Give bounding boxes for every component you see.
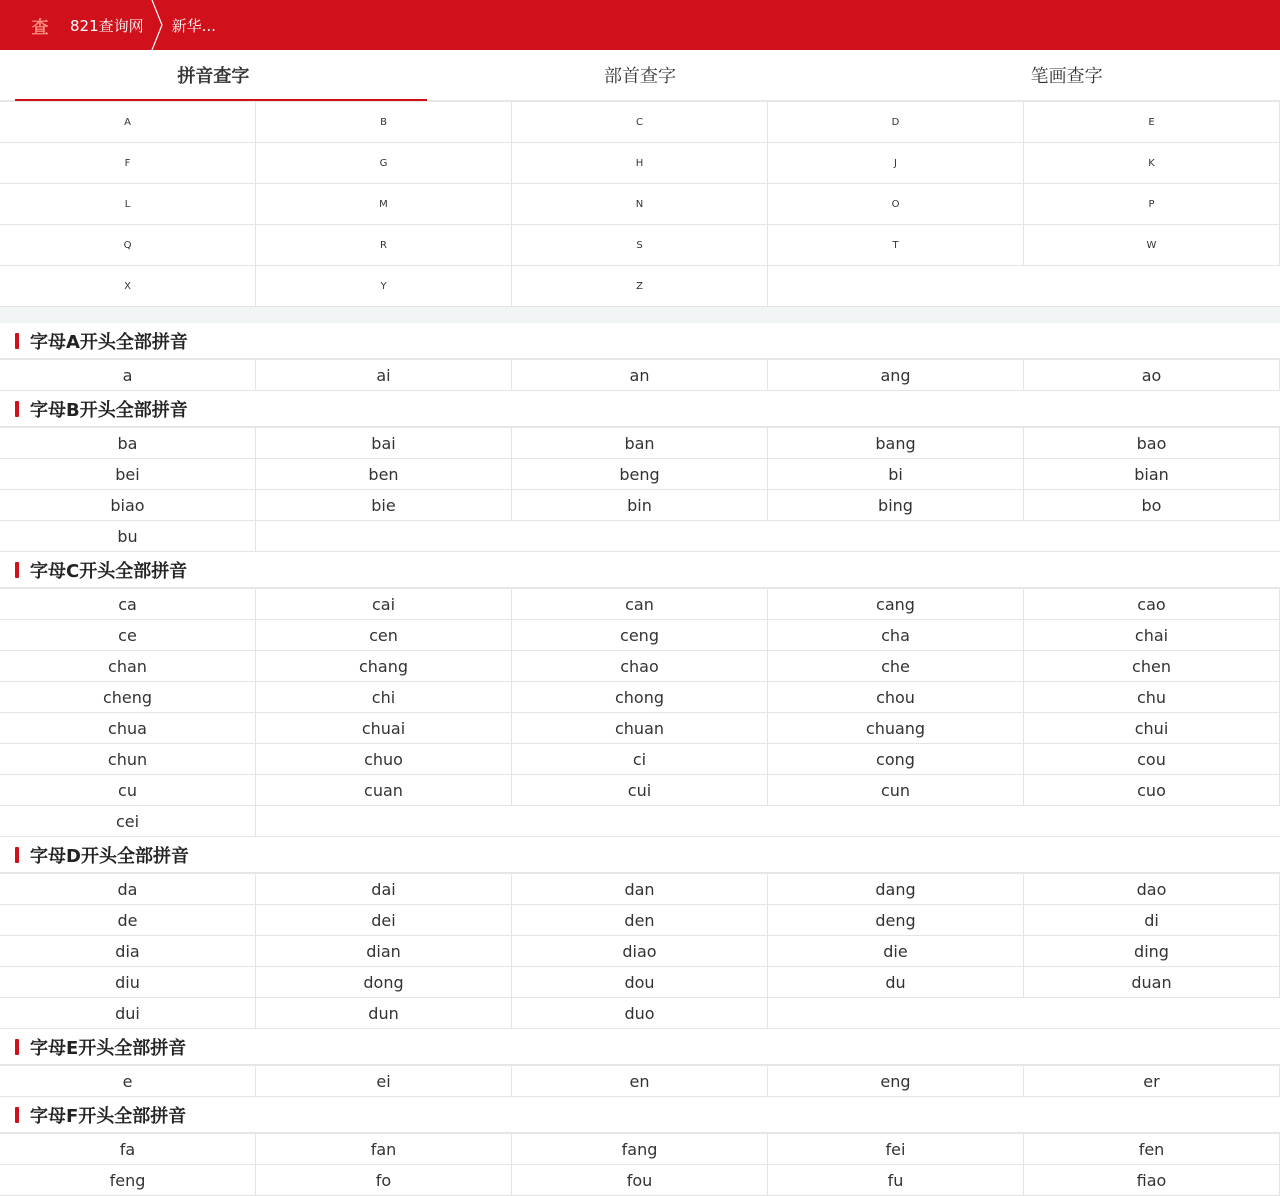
site-logo[interactable] bbox=[16, 0, 64, 50]
letter-link-d[interactable]: D bbox=[768, 102, 1024, 143]
pinyin-link-di[interactable]: di bbox=[1024, 905, 1280, 936]
pinyin-link-cu[interactable]: cu bbox=[0, 775, 256, 806]
letter-link-m[interactable]: M bbox=[256, 184, 512, 225]
pinyin-link-er[interactable]: er bbox=[1024, 1066, 1280, 1097]
pinyin-link-ceng[interactable]: ceng bbox=[512, 620, 768, 651]
letter-index-grid bbox=[0, 101, 1280, 307]
pinyin-sections bbox=[0, 323, 1280, 1196]
pinyin-link-cen[interactable]: cen bbox=[256, 620, 512, 651]
pinyin-grid bbox=[0, 359, 1280, 391]
pinyin-link-bi[interactable]: bi bbox=[768, 459, 1024, 490]
pinyin-link-e[interactable]: e bbox=[0, 1066, 256, 1097]
letter-link-y[interactable]: Y bbox=[256, 266, 512, 307]
pinyin-link-cuo[interactable]: cuo bbox=[1024, 775, 1280, 806]
pinyin-link-fo[interactable]: fo bbox=[256, 1165, 512, 1196]
pinyin-link-chu[interactable]: chu bbox=[1024, 682, 1280, 713]
pinyin-link-chuan[interactable]: chuan bbox=[512, 713, 768, 744]
pinyin-link-bei[interactable]: bei bbox=[0, 459, 256, 490]
pinyin-link-biao[interactable]: biao bbox=[0, 490, 256, 521]
section-title bbox=[0, 1029, 1280, 1065]
pinyin-grid bbox=[0, 1065, 1280, 1097]
tab-pinyin[interactable]: 拼音查字 bbox=[0, 50, 427, 100]
letter-link-t[interactable]: T bbox=[768, 225, 1024, 266]
pinyin-link-fei[interactable]: fei bbox=[768, 1134, 1024, 1165]
pinyin-link-can[interactable]: can bbox=[512, 589, 768, 620]
pinyin-link-dun[interactable]: dun bbox=[256, 998, 512, 1029]
pinyin-grid bbox=[0, 1133, 1280, 1196]
pinyin-link-dai[interactable]: dai bbox=[256, 874, 512, 905]
pinyin-link-cang[interactable]: cang bbox=[768, 589, 1024, 620]
pinyin-link-ang[interactable]: ang bbox=[768, 360, 1024, 391]
letter-link-g[interactable]: G bbox=[256, 143, 512, 184]
section-marker-icon bbox=[15, 401, 19, 417]
letter-link-s[interactable]: S bbox=[512, 225, 768, 266]
section-title-text: 字母C开头全部拼音 bbox=[30, 560, 188, 582]
pinyin-link-cao[interactable]: cao bbox=[1024, 589, 1280, 620]
pinyin-link-da[interactable]: da bbox=[0, 874, 256, 905]
letter-link-f[interactable]: F bbox=[0, 143, 256, 184]
pinyin-link-beng[interactable]: beng bbox=[512, 459, 768, 490]
pinyin-link-bian[interactable]: bian bbox=[1024, 459, 1280, 490]
pinyin-link-a[interactable]: a bbox=[0, 360, 256, 391]
letter-link-e[interactable]: E bbox=[1024, 102, 1280, 143]
section-title bbox=[0, 323, 1280, 359]
pinyin-link-den[interactable]: den bbox=[512, 905, 768, 936]
pinyin-link-bao[interactable]: bao bbox=[1024, 428, 1280, 459]
pinyin-link-fan[interactable]: fan bbox=[256, 1134, 512, 1165]
section-marker-icon bbox=[15, 562, 19, 578]
letter-grid-filler bbox=[768, 266, 1280, 307]
pinyin-link-du[interactable]: du bbox=[768, 967, 1024, 998]
pinyin-link-chui[interactable]: chui bbox=[1024, 713, 1280, 744]
pinyin-link-fou[interactable]: fou bbox=[512, 1165, 768, 1196]
pinyin-link-an[interactable]: an bbox=[512, 360, 768, 391]
pinyin-link-die[interactable]: die bbox=[768, 936, 1024, 967]
pinyin-link-ce[interactable]: ce bbox=[0, 620, 256, 651]
pinyin-link-cuan[interactable]: cuan bbox=[256, 775, 512, 806]
pinyin-grid bbox=[0, 427, 1280, 552]
pinyin-link-ben[interactable]: ben bbox=[256, 459, 512, 490]
breadcrumb-current: 新华... bbox=[171, 16, 216, 35]
pinyin-link-chun[interactable]: chun bbox=[0, 744, 256, 775]
pinyin-link-dou[interactable]: dou bbox=[512, 967, 768, 998]
logo-char: 查 bbox=[31, 17, 49, 38]
letter-link-l[interactable]: L bbox=[0, 184, 256, 225]
pinyin-link-fiao[interactable]: fiao bbox=[1024, 1165, 1280, 1196]
pinyin-link-ba[interactable]: ba bbox=[0, 428, 256, 459]
pinyin-link-chai[interactable]: chai bbox=[1024, 620, 1280, 651]
pinyin-link-chong[interactable]: chong bbox=[512, 682, 768, 713]
pinyin-grid bbox=[0, 873, 1280, 1029]
pinyin-link-chen[interactable]: chen bbox=[1024, 651, 1280, 682]
pinyin-link-ci[interactable]: ci bbox=[512, 744, 768, 775]
pinyin-link-bang[interactable]: bang bbox=[768, 428, 1024, 459]
pinyin-link-bing[interactable]: bing bbox=[768, 490, 1024, 521]
pinyin-link-chuo[interactable]: chuo bbox=[256, 744, 512, 775]
letter-link-k[interactable]: K bbox=[1024, 143, 1280, 184]
pinyin-link-en[interactable]: en bbox=[512, 1066, 768, 1097]
pinyin-link-ca[interactable]: ca bbox=[0, 589, 256, 620]
pinyin-grid-filler bbox=[256, 806, 1280, 837]
tab-radical[interactable]: 部首查字 bbox=[604, 66, 676, 87]
letter-link-o[interactable]: O bbox=[768, 184, 1024, 225]
pinyin-link-chuai[interactable]: chuai bbox=[256, 713, 512, 744]
pinyin-grid-filler bbox=[768, 998, 1280, 1029]
pinyin-link-dang[interactable]: dang bbox=[768, 874, 1024, 905]
letter-link-z[interactable]: Z bbox=[512, 266, 768, 307]
pinyin-link-cun[interactable]: cun bbox=[768, 775, 1024, 806]
pinyin-link-eng[interactable]: eng bbox=[768, 1066, 1024, 1097]
pinyin-link-fa[interactable]: fa bbox=[0, 1134, 256, 1165]
pinyin-link-cong[interactable]: cong bbox=[768, 744, 1024, 775]
pinyin-grid bbox=[0, 588, 1280, 837]
pinyin-link-diu[interactable]: diu bbox=[0, 967, 256, 998]
section-title-text: 字母A开头全部拼音 bbox=[30, 331, 188, 353]
pinyin-link-duo[interactable]: duo bbox=[512, 998, 768, 1029]
pinyin-link-cheng[interactable]: cheng bbox=[0, 682, 256, 713]
pinyin-link-che[interactable]: che bbox=[768, 651, 1024, 682]
pinyin-link-cha[interactable]: cha bbox=[768, 620, 1024, 651]
pinyin-link-cui[interactable]: cui bbox=[512, 775, 768, 806]
pinyin-grid-filler bbox=[256, 521, 1280, 552]
section-title bbox=[0, 837, 1280, 873]
pinyin-link-chou[interactable]: chou bbox=[768, 682, 1024, 713]
letter-link-x[interactable]: X bbox=[0, 266, 256, 307]
pinyin-link-chuang[interactable]: chuang bbox=[768, 713, 1024, 744]
pinyin-link-fu[interactable]: fu bbox=[768, 1165, 1024, 1196]
pinyin-link-chang[interactable]: chang bbox=[256, 651, 512, 682]
pinyin-link-dui[interactable]: dui bbox=[0, 998, 256, 1029]
letter-link-a[interactable]: A bbox=[0, 102, 256, 143]
pinyin-link-ding[interactable]: ding bbox=[1024, 936, 1280, 967]
pinyin-link-fen[interactable]: fen bbox=[1024, 1134, 1280, 1165]
pinyin-link-dong[interactable]: dong bbox=[256, 967, 512, 998]
section-title-text: 字母F开头全部拼音 bbox=[30, 1105, 187, 1127]
pinyin-link-bu[interactable]: bu bbox=[0, 521, 256, 552]
section-marker-icon bbox=[15, 333, 19, 349]
pinyin-link-chao[interactable]: chao bbox=[512, 651, 768, 682]
pinyin-link-dan[interactable]: dan bbox=[512, 874, 768, 905]
section-marker-icon bbox=[15, 1039, 19, 1055]
pinyin-link-fang[interactable]: fang bbox=[512, 1134, 768, 1165]
section-gap bbox=[0, 307, 1280, 323]
section-title bbox=[0, 552, 1280, 588]
pinyin-link-chan[interactable]: chan bbox=[0, 651, 256, 682]
pinyin-link-ao[interactable]: ao bbox=[1024, 360, 1280, 391]
section-title bbox=[0, 1097, 1280, 1133]
search-mode-tabs bbox=[0, 50, 1280, 101]
tab-stroke[interactable]: 笔画查字 bbox=[1030, 66, 1103, 87]
letter-link-h[interactable]: H bbox=[512, 143, 768, 184]
section-title bbox=[0, 391, 1280, 427]
top-header bbox=[0, 0, 1280, 50]
section-title-text: 字母D开头全部拼音 bbox=[30, 845, 189, 867]
pinyin-link-bin[interactable]: bin bbox=[512, 490, 768, 521]
breadcrumb-home[interactable]: 821查询网 bbox=[70, 16, 144, 35]
pinyin-link-cou[interactable]: cou bbox=[1024, 744, 1280, 775]
letter-link-q[interactable]: Q bbox=[0, 225, 256, 266]
letter-link-n[interactable]: N bbox=[512, 184, 768, 225]
letter-link-j[interactable]: J bbox=[768, 143, 1024, 184]
pinyin-link-bie[interactable]: bie bbox=[256, 490, 512, 521]
pinyin-link-cei[interactable]: cei bbox=[0, 806, 256, 837]
pinyin-link-dian[interactable]: dian bbox=[256, 936, 512, 967]
letter-link-w[interactable]: W bbox=[1024, 225, 1280, 266]
pinyin-link-dao[interactable]: dao bbox=[1024, 874, 1280, 905]
pinyin-link-ei[interactable]: ei bbox=[256, 1066, 512, 1097]
section-marker-icon bbox=[15, 847, 19, 863]
pinyin-link-de[interactable]: de bbox=[0, 905, 256, 936]
pinyin-link-diao[interactable]: diao bbox=[512, 936, 768, 967]
pinyin-link-feng[interactable]: feng bbox=[0, 1165, 256, 1196]
letter-link-r[interactable]: R bbox=[256, 225, 512, 266]
pinyin-link-cai[interactable]: cai bbox=[256, 589, 512, 620]
pinyin-link-deng[interactable]: deng bbox=[768, 905, 1024, 936]
letter-link-c[interactable]: C bbox=[512, 102, 768, 143]
pinyin-link-ai[interactable]: ai bbox=[256, 360, 512, 391]
letter-link-b[interactable]: B bbox=[256, 102, 512, 143]
pinyin-link-chua[interactable]: chua bbox=[0, 713, 256, 744]
pinyin-link-chi[interactable]: chi bbox=[256, 682, 512, 713]
pinyin-link-bai[interactable]: bai bbox=[256, 428, 512, 459]
pinyin-link-ban[interactable]: ban bbox=[512, 428, 768, 459]
pinyin-link-dia[interactable]: dia bbox=[0, 936, 256, 967]
section-title-text: 字母E开头全部拼音 bbox=[30, 1037, 187, 1059]
pinyin-link-duan[interactable]: duan bbox=[1024, 967, 1280, 998]
section-marker-icon bbox=[15, 1107, 19, 1123]
letter-link-p[interactable]: P bbox=[1024, 184, 1280, 225]
pinyin-link-dei[interactable]: dei bbox=[256, 905, 512, 936]
section-title-text: 字母B开头全部拼音 bbox=[30, 399, 188, 421]
breadcrumb-separator-icon bbox=[150, 0, 168, 50]
pinyin-link-bo[interactable]: bo bbox=[1024, 490, 1280, 521]
